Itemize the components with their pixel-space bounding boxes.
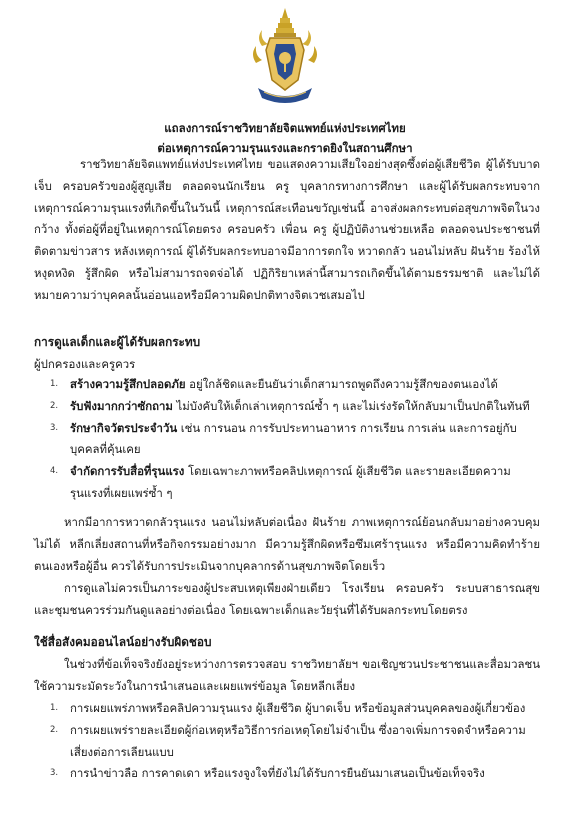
list-item-text: การเผยแพร่รายละเอียดผู้ก่อเหตุหรือวิธีการก่อเหตุโดยไม่จำเป็น ซึ่งอาจเพิ่มการจดจำหรือความเสี่ยงต่อการเลียนแบบ xyxy=(70,722,526,759)
list-item xyxy=(34,396,540,418)
list-item xyxy=(34,698,540,720)
care-list xyxy=(34,374,540,505)
caregiver-subheading: ผู้ปกครองและครูควร xyxy=(34,357,136,371)
social-media-paragraph: ในช่วงที่ข้อเท็จจริงยังอยู่ระหว่างการตรวจสอบ ราชวิทยาลัยฯ ขอเชิญชวนประชาชนและสื่อมวลชนใช้ความระมัดระวังในการนำเสนอและเผยแพร่ข้อมูล โดยหลีกเลี่ยง xyxy=(34,657,540,693)
social-media-list xyxy=(34,698,540,785)
list-item-title: สร้างความรู้สึกปลอดภัย xyxy=(70,377,186,391)
section-heading-social-media: ใช้สื่อสังคมออนไลน์อย่างรับผิดชอบ xyxy=(34,635,212,649)
list-item-title: จำกัดการรับสื่อที่รุนแรง xyxy=(70,464,185,479)
list-item-text: อยู่ใกล้ชิดและยืนยันว่าเด็กสามารถพูดถึงความรู้สึกของตนเองได้ xyxy=(185,377,498,391)
section-heading-care: การดูแลเด็กและผู้ได้รับผลกระทบ xyxy=(34,335,201,349)
royal-college-emblem-icon xyxy=(248,8,322,108)
list-item xyxy=(34,720,540,764)
list-number: 3. xyxy=(50,422,59,433)
intro-paragraph: ราชวิทยาลัยจิตแพทย์แห่งประเทศไทย ขอแสดงความเสียใจอย่างสุดซึ้งต่อผู้เสียชีวิต ผู้ได้รับบาดเจ็บ ครอบครัวของผู้สูญเสีย ตลอดจนนักเรียน ครู บุคลากรทางการศึกษา และผู้ได้รับผลกระทบจากเหตุการณ์ความรุนแรงที่เกิดขึ้นในวันนี้ เหตุการณ์สะเทือนขวัญเช่นนี้ อาจส่งผลกระทบต่อสุขภาพจิตในวงกว้าง ทั้งต่อผู้ที่อยู่ในเหตุการณ์โดยตรง ครอบครัว เพื่อน ครู ผู้ปฏิบัติงานช่วยเหลือ ตลอดจนประชาชนที่ติดตามข่าวสาร หลังเหตุการณ์ ผู้ได้รับผลกระทบอาจมีอาการตกใจ หวาดกลัว นอนไม่หลับ ฝันร้าย ร้องไห้ หงุดหงิด รู้สึกผิด หรือไม่สามารถจดจ่อได้ ปฏิกิริยาเหล่านี้สามารถเกิดขึ้นได้ตามธรรมชาติ และไม่ได้หมายความว่าบุคคลนั้นอ่อนแอหรือมีความผิดปกติทางจิตเวชเสมอไป xyxy=(34,157,540,302)
statement-subtitle: ต่อเหตุการณ์ความรุนแรงและกราดยิงในสถานศึกษา xyxy=(157,141,413,155)
community-care-paragraph: การดูแลไม่ควรเป็นภาระของผู้ประสบเหตุเพียงฝ่ายเดียว โรงเรียน ครอบครัว ระบบสาธารณสุข และชุมชนควรร่วมกันดูแลอย่างต่อเนื่อง โดยเฉพาะเด็กและวัยรุ่นที่ได้รับผลกระทบโดยตรง xyxy=(34,581,540,617)
list-item-text: การเผยแพร่ภาพหรือคลิปความรุนแรง ผู้เสียชีวิต ผู้บาดเจ็บ หรือข้อมูลส่วนบุคคลของผู้เกี่ยวข้อง xyxy=(70,701,526,715)
list-item xyxy=(34,374,540,396)
list-item-text: โดยเฉพาะภาพหรือคลิปเหตุการณ์ ผู้เสียชีวิต และรายละเอียดความรุนแรงที่เผยแพร่ซ้ำ ๆ xyxy=(70,464,511,500)
list-item xyxy=(34,763,540,785)
statement-title: แถลงการณ์ราชวิทยาลัยจิตแพทย์แห่งประเทศไทย xyxy=(164,121,406,135)
list-number: 4. xyxy=(50,466,59,477)
symptoms-paragraph: หากมีอาการหวาดกลัวรุนแรง นอนไม่หลับต่อเนื่อง ฝันร้าย ภาพเหตุการณ์ย้อนกลับมาอย่างควบคุมไม่ได้ หลีกเลี่ยงสถานที่หรือกิจกรรมอย่างมาก มีความรู้สึกผิดหรือซึมเศร้ารุนแรง หรือมีความคิดทำร้ายตนเองหรือผู้อื่น ควรได้รับการประเมินจากบุคลากรด้านสุขภาพจิตโดยเร็ว xyxy=(34,515,540,573)
list-number: 2. xyxy=(50,400,59,411)
list-number: 1. xyxy=(50,379,59,389)
list-item xyxy=(34,461,540,505)
list-item-title: รับฟังมากกว่าซักถาม xyxy=(70,398,173,413)
list-number: 2. xyxy=(50,724,59,735)
list-item-text: การนำข่าวลือ การคาดเดา หรือแรงจูงใจที่ยังไม่ได้รับการยืนยันมาเสนอเป็นข้อเท็จจริง xyxy=(70,766,485,781)
list-number: 3. xyxy=(50,768,59,779)
list-number: 1. xyxy=(50,703,59,713)
list-item-title: รักษากิจวัตรประจำวัน xyxy=(70,420,178,435)
list-item xyxy=(34,418,540,462)
list-item-text: ไม่บังคับให้เด็กเล่าเหตุการณ์ซ้ำ ๆ และไม่เร่งรัดให้กลับมาเป็นปกติในทันที xyxy=(172,398,530,413)
list-item-text: เช่น การนอน การรับประทานอาหาร การเรียน การเล่น และการอยู่กับบุคคลที่คุ้นเคย xyxy=(70,420,517,457)
